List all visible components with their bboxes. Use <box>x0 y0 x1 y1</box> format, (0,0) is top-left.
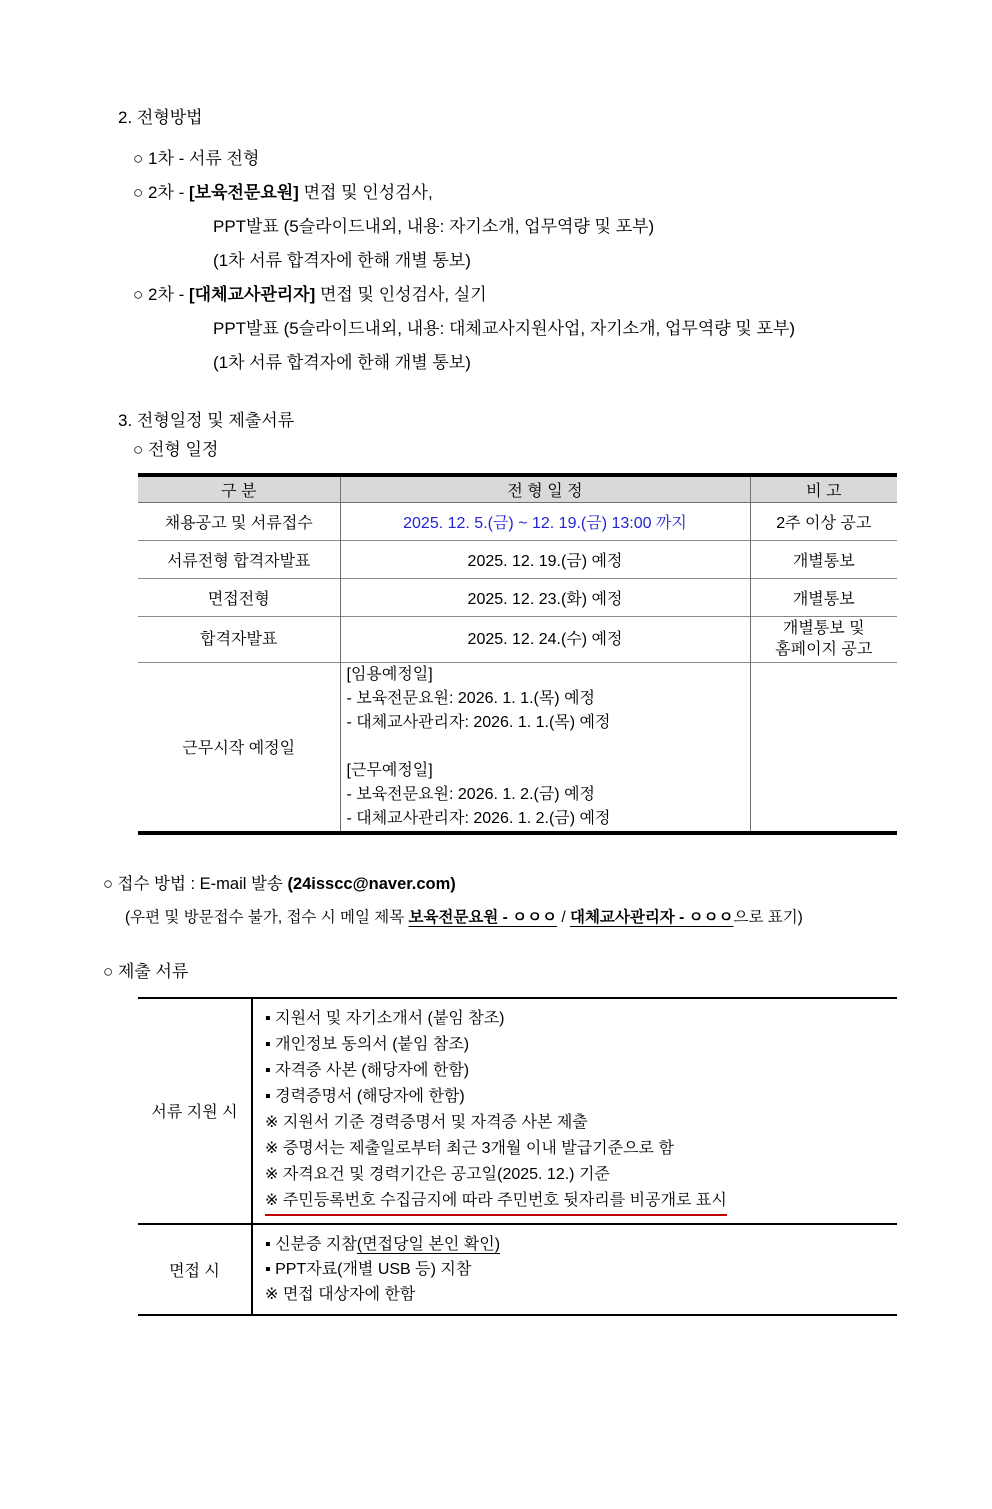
cell-note <box>750 662 897 833</box>
method-item-round2-substitute-detail2: (1차 서류 합격자에 한해 개별 통보) <box>213 353 471 372</box>
cell-document-items <box>252 998 897 1224</box>
apply-method-block <box>103 867 992 935</box>
method-item-round1: ○ 1차 - 서류 전형 <box>133 149 260 168</box>
role-name-substitute-teacher-manager: [대체교사관리자] <box>188 285 316 304</box>
document-note: ※ 지원서 기준 경력증명서 및 자격증 사본 제출 <box>265 1113 588 1131</box>
role-name-childcare-specialist: [보육전문요원] <box>188 183 299 202</box>
interview-item-ppt: ▪ PPT자료(개별 USB 등) 지참 <box>265 1260 472 1278</box>
method-item-round2-childcare: ○ 2차 - [보육전문요원] 면접 및 인성검사, <box>133 183 433 202</box>
cell-category: 근무시작 예정일 <box>138 662 340 833</box>
table-row-interview <box>138 578 897 616</box>
table-row-work-start <box>138 662 897 833</box>
cell-schedule: 2025. 12. 19.(금) 예정 <box>340 540 750 578</box>
section3-heading: 3. 전형일정 및 제출서류 <box>118 411 295 430</box>
apply-method-note-line: (우편 및 방문접수 불가, 접수 시 메일 제목 보육전문요원 - ㅇㅇㅇ / 대체교사관리자 - ㅇㅇㅇ으로 표기) <box>125 908 803 926</box>
mail-subject-childcare: 보육전문요원 - ㅇㅇㅇ <box>408 908 558 926</box>
schedule-table-header-row <box>138 475 897 502</box>
schedule-label: ○ 전형 일정 <box>133 440 219 459</box>
cell-schedule <box>340 502 750 540</box>
cell-category: 서류 지원 시 <box>138 998 252 1224</box>
table-row-document-submission <box>138 998 897 1224</box>
document-item: ▪ 개인정보 동의서 (붙임 참조) <box>265 1035 470 1053</box>
schedule-table <box>138 473 897 835</box>
method-item-round2-substitute: ○ 2차 - [대체교사관리자] 면접 및 인성검사, 실기 <box>133 285 487 304</box>
table-row-interview-items <box>138 1224 897 1315</box>
cell-interview-items <box>252 1224 897 1315</box>
mail-subject-substitute: 대체교사관리자 - ㅇㅇㅇ <box>569 908 734 926</box>
table-row-document-result <box>138 540 897 578</box>
method-item-round2-substitute-detail1: PPT발표 (5슬라이드내외, 내용: 대체교사지원사업, 자기소개, 업무역량 및 포부) <box>213 319 796 338</box>
header-category: 구 분 <box>138 475 340 502</box>
cell-category: 합격자발표 <box>138 616 340 662</box>
cell-note: 개별통보 <box>750 578 897 616</box>
cell-schedule: 2025. 12. 24.(수) 예정 <box>340 616 750 662</box>
table-row-recruitment-notice <box>138 502 897 540</box>
cell-category: 채용공고 및 서류접수 <box>138 502 340 540</box>
application-period: 2025. 12. 5.(금) ~ 12. 19.(금) 13:00 까지 <box>403 514 687 532</box>
document-note: ※ 자격요건 및 경력기간은 공고일(2025. 12.) 기준 <box>265 1165 610 1183</box>
cell-note: 개별통보 <box>750 540 897 578</box>
method-item-round2-childcare-detail1: PPT발표 (5슬라이드내외, 내용: 자기소개, 업무역량 및 포부) <box>213 217 655 236</box>
document-note-privacy: ※ 주민등록번호 수집금지에 따라 주민번호 뒷자리를 비공개로 표시 <box>265 1188 897 1216</box>
document-page <box>0 106 992 1509</box>
cell-category: 면접 시 <box>138 1224 252 1315</box>
document-item: ▪ 경력증명서 (해당자에 한함) <box>265 1087 465 1105</box>
header-note: 비 고 <box>750 475 897 502</box>
selection-method-list <box>133 142 992 380</box>
apply-email-address: (24isscc@naver.com) <box>287 874 456 893</box>
documents-table <box>138 997 897 1316</box>
interview-item-note: ※ 면접 대상자에 한함 <box>265 1285 416 1303</box>
cell-note: 개별통보 및 홈페이지 공고 <box>750 616 897 662</box>
method-item-round2-childcare-detail2: (1차 서류 합격자에 한해 개별 통보) <box>213 251 471 270</box>
header-schedule: 전 형 일 정 <box>340 475 750 502</box>
documents-label: ○ 제출 서류 <box>103 961 189 981</box>
interview-item-id: ▪ 신분증 지참(면접당일 본인 확인) <box>265 1235 501 1253</box>
cell-category: 서류전형 합격자발표 <box>138 540 340 578</box>
document-item: ▪ 자격증 사본 (해당자에 한함) <box>265 1061 470 1079</box>
apply-method-line: ○ 접수 방법 : E-mail 발송 (24isscc@naver.com) <box>103 874 456 893</box>
cell-note: 2주 이상 공고 <box>776 514 872 532</box>
cell-work-start-details: [임용예정일] - 보육전문요원: 2026. 1. 1.(목) 예정 - 대체교사관리자: 2026. 1. 1.(목) 예정 [근무예정일] - 보육전문요원: 2026. 1. 2.(금) 예정 - 대체교사관리자: 2026. 1. 2.(금) 예정 <box>340 662 750 833</box>
table-row-final-result <box>138 616 897 662</box>
id-check-note: (면접당일 본인 확인) <box>356 1235 501 1253</box>
document-item: ▪ 지원서 및 자기소개서 (붙임 참조) <box>265 1009 505 1027</box>
document-note: ※ 증명서는 제출일로부터 최근 3개월 이내 발급기준으로 함 <box>265 1139 674 1157</box>
section2-heading: 2. 전형방법 <box>118 108 203 127</box>
cell-category: 면접전형 <box>138 578 340 616</box>
cell-schedule: 2025. 12. 23.(화) 예정 <box>340 578 750 616</box>
